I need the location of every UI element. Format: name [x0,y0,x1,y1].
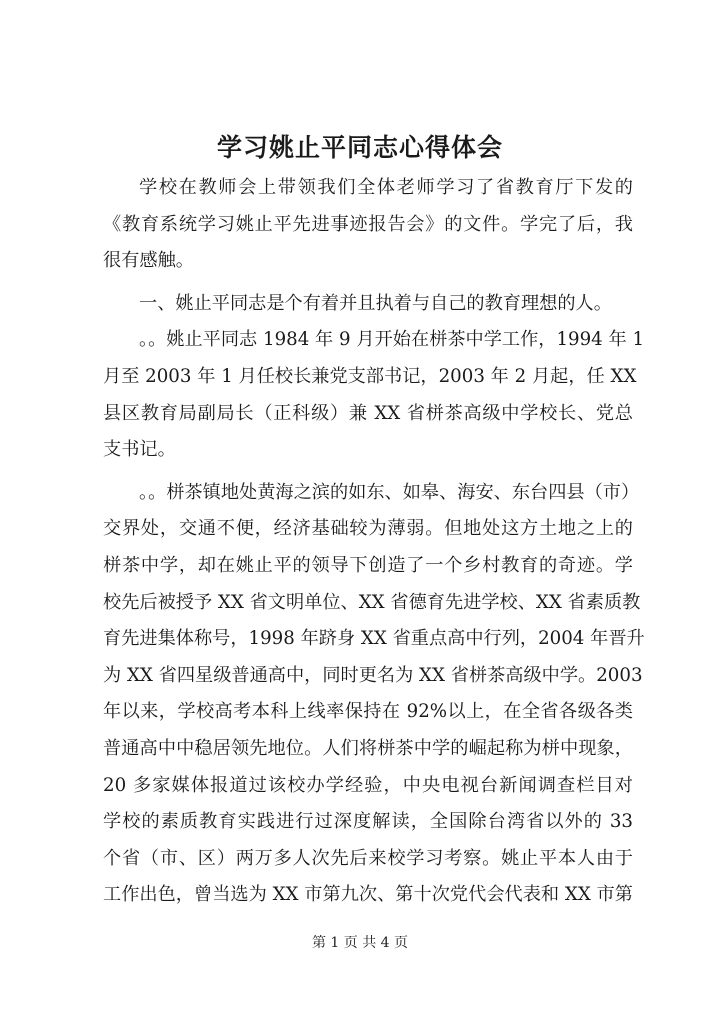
paragraph-line: 为 XX 省四星级普通高中，同时更名为 XX 省栟茶高级中学。2003 [103,664,643,686]
document-title: 学习姚止平同志心得体会 [216,133,503,162]
paragraph-line: 普通高中中稳居领先地位。人们将栟茶中学的崛起称为栟中现象， [103,737,633,759]
paragraph-line: 栟茶中学，却在姚止平的领导下创造了一个乡村教育的奇迹。学 [103,554,633,576]
page-number-footer: 第 1 页 共 4 页 [311,935,409,951]
paragraph-line: 20 多家媒体报道过该校办学经验，中央电视台新闻调查栏目对 [103,774,633,796]
paragraph-line: 学校在教师会上带领我们全体老师学习了省教育厅下发的 [139,177,633,198]
paragraph-line: 工作出色，曾当选为 XX 市第九次、第十次党代会代表和 XX 市第 [103,884,633,906]
paragraph-line: 很有感触。 [103,250,194,272]
paragraph-line: 育先进集体称号，1998 年跻身 XX 省重点高中行列，2004 年晋升 [103,628,645,650]
paragraph-line: 月至 2003 年 1 月任校长兼党支部书记，2003 年 2 月起，任 XX [103,365,637,387]
paragraph-line: 学校的素质教育实践进行过深度解读，全国除台湾省以外的 33 [103,811,633,833]
paragraph-line: 交界处，交通不便，经济基础较为薄弱。但地处这方土地之上的 [103,518,633,540]
paragraph-line: 一、姚止平同志是个有着并且执着与自己的教育理想的人。 [139,292,612,314]
paragraph-line: 。。姚止平同志 1984 年 9 月开始在栟茶中学工作，1994 年 1 [139,329,645,351]
paragraph-line: 支书记。 [103,439,176,461]
paragraph-line: 校先后被授予 XX 省文明单位、XX 省德育先进学校、XX 省素质教 [103,591,641,613]
document-body [103,170,645,914]
paragraph-line: 年以来，学校高考本科上线率保持在 92%以上，在全省各级各类 [103,701,633,723]
paragraph-line: 《教育系统学习姚止平先进事迹报告会》的文件。学完了后，我 [103,213,633,235]
paragraph-line: 县区教育局副局长（正科级）兼 XX 省栟茶高级中学校长、党总 [103,402,633,424]
paragraph-line: 个省（市、区）两万多人次先后来校学习考察。姚止平本人由于 [103,847,633,869]
paragraph-line: 。。栟茶镇地处黄海之滨的如东、如皋、海安、东台四县（市） [139,481,640,503]
